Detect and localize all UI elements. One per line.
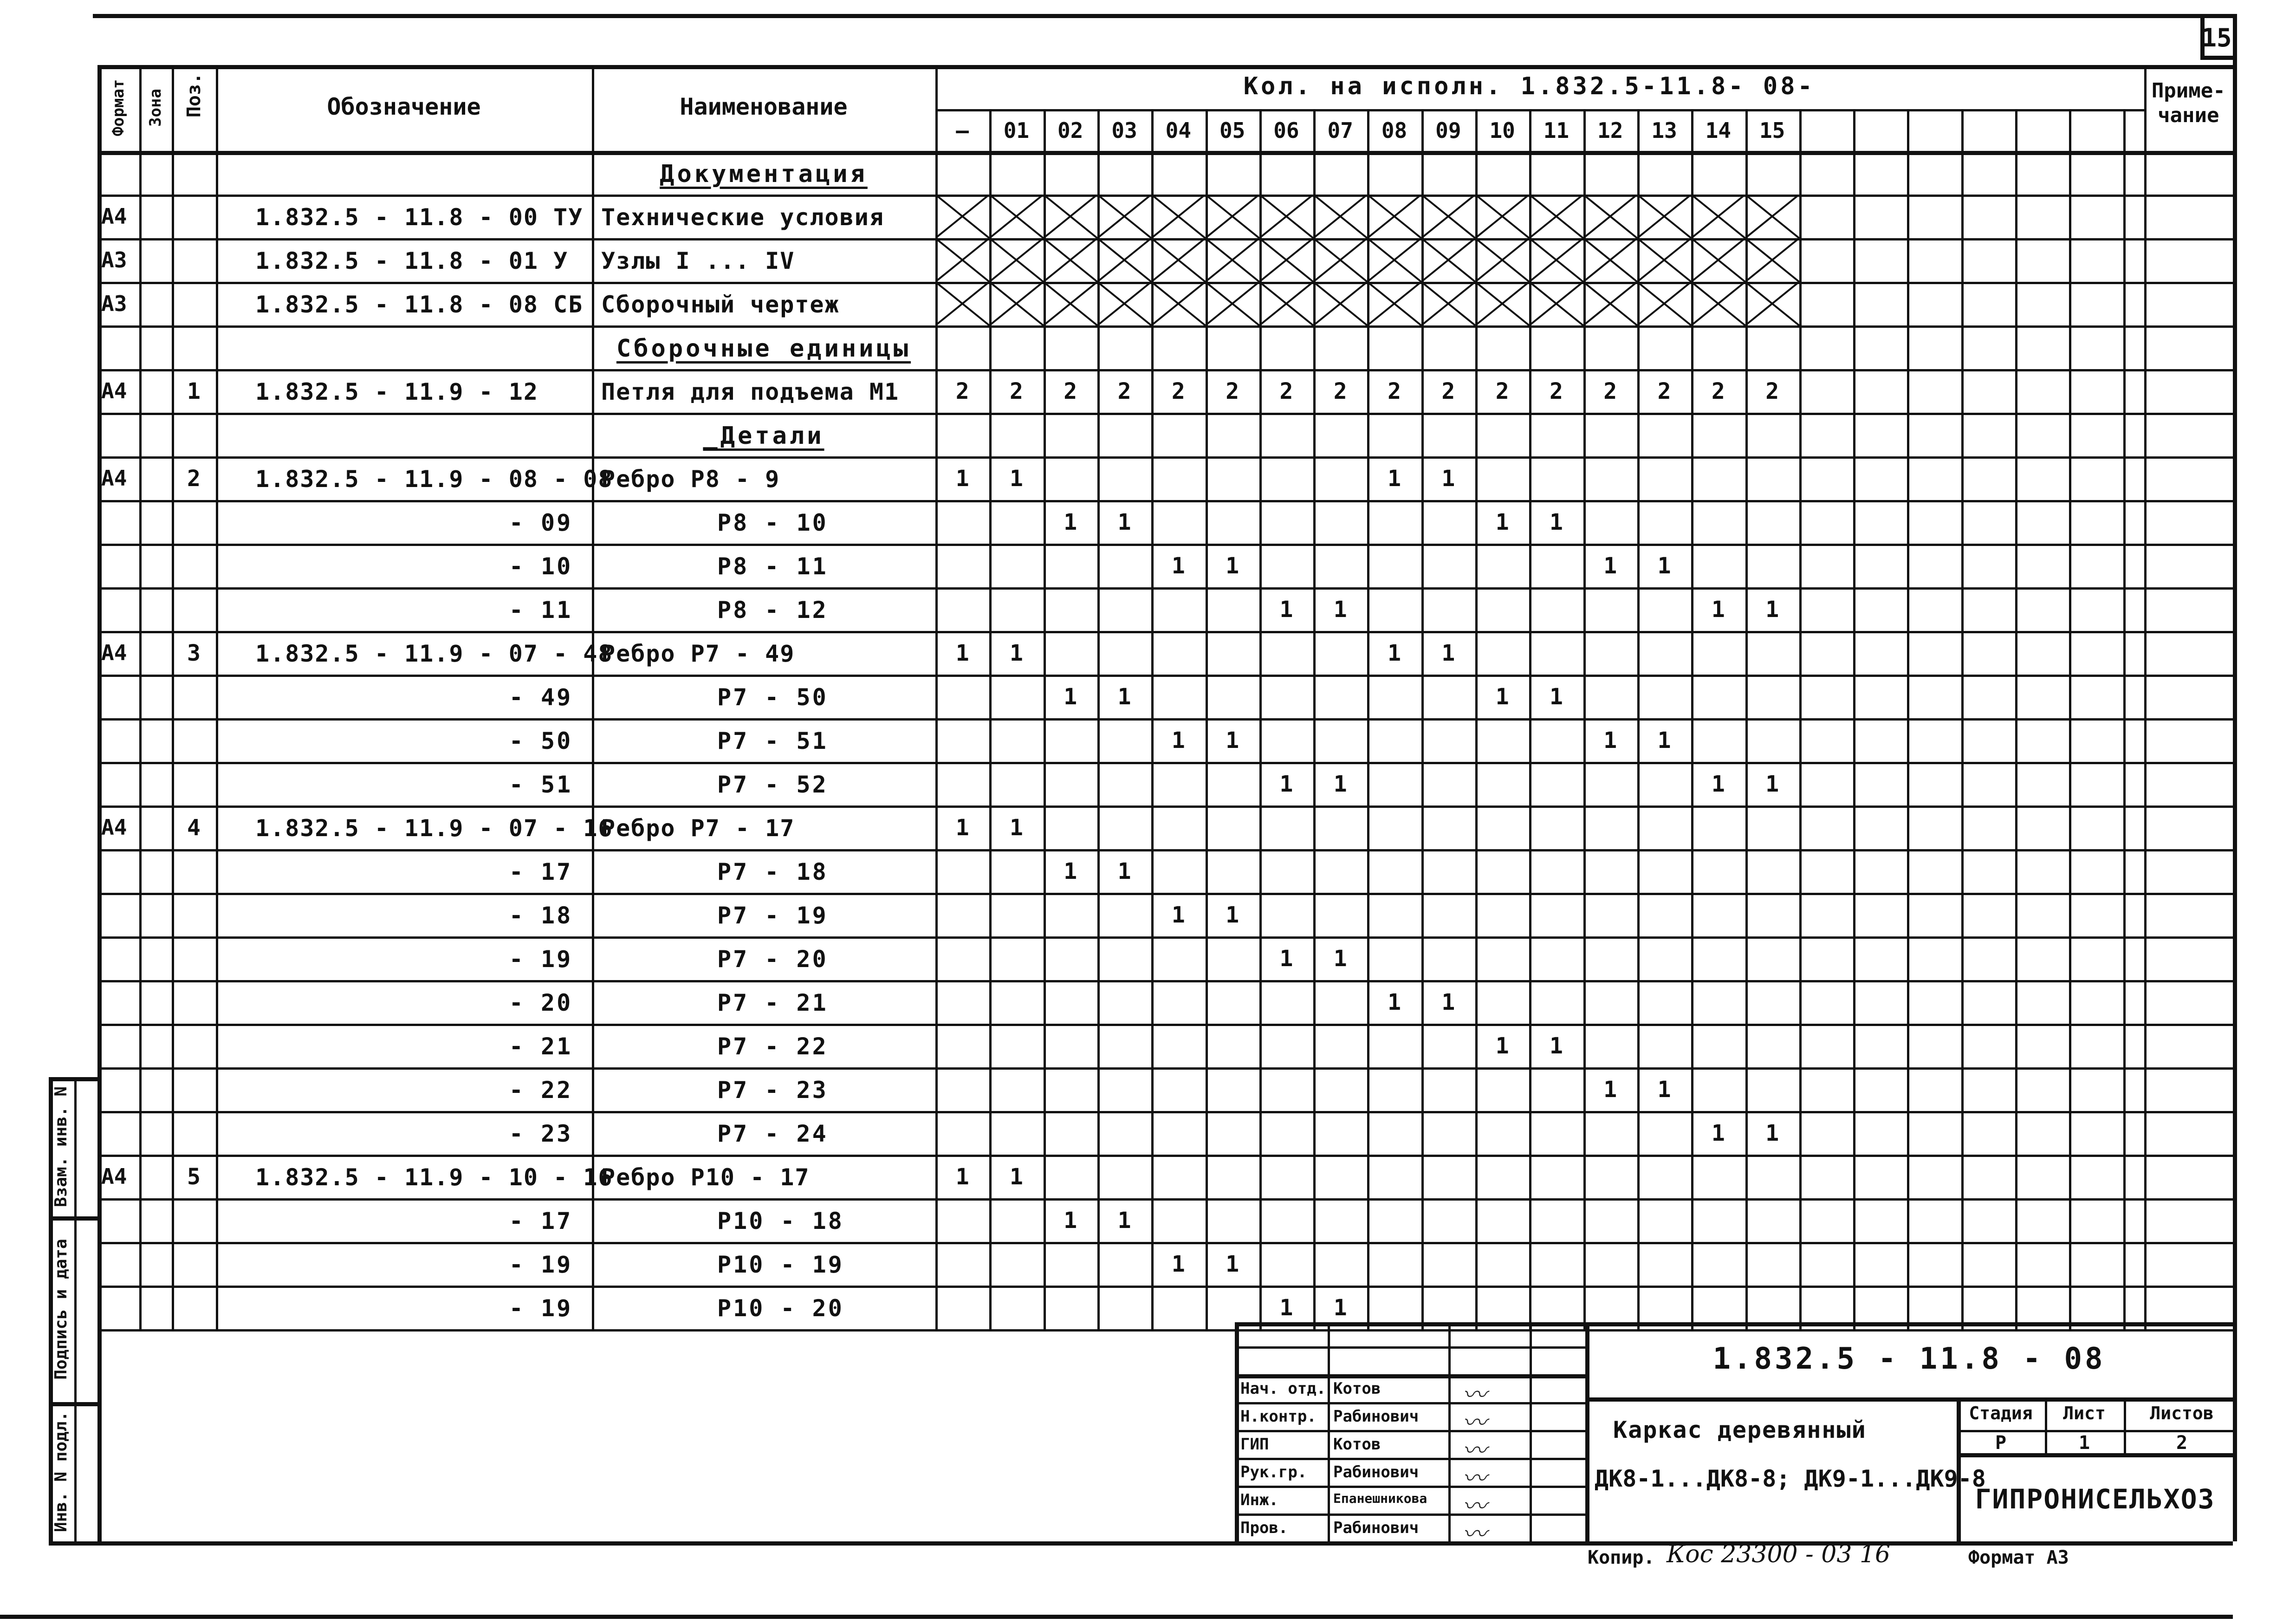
row-pos: 1: [187, 378, 201, 404]
grid-line-h: [1235, 1458, 1585, 1460]
qty-cell: 1: [1279, 597, 1293, 623]
header-format-label: Формат: [109, 79, 128, 136]
qty-cell: 1: [1441, 640, 1455, 666]
grid-line-h: [97, 1242, 2233, 1244]
row-name: Р10 - 18: [717, 1208, 844, 1234]
section-title: Документация: [660, 160, 868, 188]
qty-cell: 2: [1549, 378, 1563, 404]
row-designation: 1.832.5 - 11.9 - 10 - 16: [255, 1164, 613, 1191]
qty-cell: 2: [1765, 378, 1779, 404]
row-name: Р7 - 18: [717, 858, 828, 885]
row-name: Р10 - 19: [717, 1251, 844, 1278]
copy-label: Копир.: [1588, 1547, 1655, 1568]
grid-line-h: [1235, 1402, 1585, 1404]
grid-line-h: [97, 1541, 2233, 1546]
section-title: Сборочные единицы: [616, 335, 911, 363]
exec-col-03: 03: [1111, 118, 1137, 143]
sheet-number: 15: [2201, 23, 2232, 52]
grid-line-h: [97, 1286, 2233, 1288]
grid-line-h: [97, 456, 2233, 459]
grid-line-h: [2200, 56, 2233, 60]
exec-col-12: 12: [1597, 118, 1623, 143]
qty-cell: 1: [1009, 466, 1023, 492]
grid-line-h: [0, 1615, 2233, 1619]
row-name: Р7 - 21: [717, 989, 828, 1016]
qty-cell: 1: [955, 466, 969, 492]
row-name: Р7 - 20: [717, 946, 828, 973]
qty-cell: 1: [1765, 597, 1779, 623]
document-title-line1: Каркас деревянный: [1613, 1416, 1867, 1443]
grid-line-h: [97, 936, 2233, 939]
grid-line-h: [49, 1077, 97, 1081]
grid-line-h: [93, 14, 2233, 18]
qty-cell: 1: [1279, 1295, 1293, 1321]
grid-line-h: [97, 1024, 2233, 1026]
exec-col-07: 07: [1327, 118, 1353, 143]
qty-cell: 1: [955, 815, 969, 841]
grid-line-h: [97, 718, 2233, 721]
qty-cell: 1: [1064, 509, 1077, 535]
signatory-name: Рабинович: [1333, 1519, 1419, 1537]
grid-line-h: [49, 1216, 97, 1221]
organization-name: ГИПРОНИСЕЛЬХОЗ: [1975, 1483, 2215, 1515]
exec-col-01: 01: [1003, 118, 1030, 143]
qty-cell: 2: [1711, 378, 1725, 404]
grid-line-v: [2233, 1329, 2237, 1541]
grid-line-v: [97, 65, 102, 1541]
qty-cell: 1: [1549, 1033, 1563, 1059]
exec-col-11: 11: [1543, 118, 1570, 143]
exec-col-13: 13: [1651, 118, 1677, 143]
qty-cell: 1: [1226, 553, 1239, 579]
signatory-role: ГИП: [1240, 1435, 1269, 1454]
qty-cell: 1: [1603, 1077, 1617, 1103]
qty-cell: 1: [1279, 946, 1293, 972]
qty-cell: 1: [1226, 1251, 1239, 1277]
qty-cell: 1: [1333, 946, 1347, 972]
qty-cell: 1: [1009, 1164, 1023, 1190]
qty-cell: 1: [1279, 771, 1293, 797]
header-note: Приме- чание: [2151, 79, 2225, 127]
row-name: Р7 - 52: [717, 771, 828, 798]
qty-cell: 1: [1549, 509, 1563, 535]
qty-cell: 1: [1388, 640, 1401, 666]
grid-line-h: [97, 893, 2233, 895]
grid-line-v: [1585, 1322, 1589, 1541]
row-name: Петля для подъема М1: [601, 378, 900, 405]
row-pos: 4: [187, 815, 201, 841]
row-designation: - 19: [509, 946, 573, 973]
row-name: Ребро Р10 - 17: [601, 1164, 810, 1191]
header-name: Наименование: [680, 93, 848, 120]
grid-line-h: [97, 1198, 2233, 1201]
qty-cell: 1: [1064, 858, 1077, 884]
exec-col-10: 10: [1489, 118, 1515, 143]
row-designation: - 22: [509, 1077, 573, 1104]
qty-cell: 1: [1765, 1120, 1779, 1146]
stamp-sign-date: Подпись и дата: [52, 1239, 71, 1380]
grid-line-v: [592, 65, 594, 1329]
qty-cell: 2: [1495, 378, 1509, 404]
exec-col-06: 06: [1273, 118, 1299, 143]
exec-col-02: 02: [1057, 118, 1083, 143]
grid-line-h: [97, 1155, 2233, 1157]
qty-cell: 1: [1117, 1208, 1131, 1234]
row-name: Сборочный чертеж: [601, 291, 840, 318]
row-name: Р7 - 51: [717, 728, 828, 754]
grid-line-v: [2045, 1397, 2047, 1453]
grid-line-v: [2144, 65, 2147, 1329]
grid-line-h: [1585, 1397, 2233, 1402]
qty-cell: 1: [1441, 989, 1455, 1015]
exec-col-base: —: [956, 118, 969, 143]
qty-cell: 1: [1603, 728, 1617, 754]
row-format: А4: [101, 815, 127, 840]
qty-cell: 2: [1064, 378, 1077, 404]
row-designation: - 51: [509, 771, 573, 798]
qty-cell: 1: [1657, 728, 1671, 754]
row-format: А4: [101, 466, 127, 491]
row-name: Р7 - 23: [717, 1077, 828, 1104]
grid-line-h: [1235, 1486, 1585, 1488]
sheets-label: Листов: [2150, 1403, 2214, 1423]
exec-col-09: 09: [1435, 118, 1461, 143]
stamp-inv-orig: Инв. N подл.: [52, 1411, 71, 1533]
qty-cell: 1: [955, 640, 969, 666]
signatory-role: Пров.: [1240, 1519, 1288, 1537]
row-name: Технические условия: [601, 204, 884, 231]
grid-line-h: [97, 500, 2233, 502]
row-name: Р8 - 12: [717, 597, 828, 624]
grid-line-h: [97, 413, 2233, 415]
sheet-value: 1: [2078, 1432, 2090, 1454]
crossed-cells: [935, 195, 1799, 238]
qty-cell: 1: [1333, 597, 1347, 623]
grid-line-h: [97, 1329, 2233, 1332]
header-qty-title: Кол. на исполн. 1.832.5-11.8- 08-: [1243, 72, 1815, 100]
row-format: А4: [101, 640, 127, 665]
qty-cell: 1: [1388, 989, 1401, 1015]
row-designation: 1.832.5 - 11.8 - 00 ТУ: [255, 204, 584, 231]
signature-mark: 〰: [1462, 1520, 1487, 1548]
row-name: Ребро Р8 - 9: [601, 466, 780, 493]
grid-line-h: [97, 1067, 2233, 1070]
copy-value: Кос 23300 - 03 16: [1667, 1540, 1891, 1568]
row-designation: - 23: [509, 1120, 573, 1147]
grid-line-h: [97, 587, 2233, 590]
signatory-name: Котов: [1333, 1379, 1381, 1398]
qty-cell: 1: [1657, 1077, 1671, 1103]
row-designation: 1.832.5 - 11.9 - 08 - 08: [255, 466, 613, 493]
format-label: Формат А3: [1968, 1547, 2069, 1568]
qty-cell: 1: [1009, 815, 1023, 841]
grid-line-h: [97, 1111, 2233, 1113]
qty-cell: 1: [1009, 640, 1023, 666]
qty-cell: 1: [1171, 1251, 1185, 1277]
row-name: Р8 - 10: [717, 509, 828, 536]
qty-cell: 1: [1117, 684, 1131, 710]
qty-cell: 2: [1279, 378, 1293, 404]
qty-cell: 2: [1171, 378, 1185, 404]
row-designation: 1.832.5 - 11.8 - 01 У: [255, 247, 569, 274]
qty-cell: 1: [1226, 728, 1239, 754]
qty-cell: 1: [1657, 553, 1671, 579]
qty-cell: 1: [1171, 553, 1185, 579]
row-pos: 5: [187, 1164, 201, 1190]
row-name: Р8 - 11: [717, 553, 828, 580]
row-designation: - 20: [509, 989, 573, 1016]
qty-cell: 2: [1388, 378, 1401, 404]
row-designation: - 17: [509, 858, 573, 885]
signatory-name: Епанешникова: [1333, 1491, 1427, 1506]
qty-cell: 1: [1549, 684, 1563, 710]
row-designation: - 10: [509, 553, 573, 580]
qty-cell: 1: [1495, 1033, 1509, 1059]
grid-line-v: [216, 65, 218, 1329]
sheets-value: 2: [2176, 1432, 2188, 1454]
signature-mark: 〰: [1462, 1465, 1487, 1493]
row-format: А3: [101, 247, 127, 273]
grid-line-h: [97, 544, 2233, 546]
section-title: _Детали: [703, 422, 824, 450]
row-format: А4: [101, 204, 127, 229]
row-designation: - 21: [509, 1033, 573, 1060]
qty-cell: 1: [1441, 466, 1455, 492]
row-format: А3: [101, 291, 127, 316]
qty-cell: 1: [1117, 858, 1131, 884]
signatory-name: Рабинович: [1333, 1407, 1419, 1426]
qty-cell: 1: [1226, 902, 1239, 928]
stamp-inv-rep: Взам. инв. N: [52, 1086, 71, 1208]
grid-line-h: [97, 369, 2233, 371]
signature-mark: 〰: [1462, 1493, 1487, 1520]
grid-line-h: [49, 1541, 97, 1546]
qty-cell: 1: [1333, 1295, 1347, 1321]
qty-cell: 2: [1603, 378, 1617, 404]
sheet-label: Лист: [2063, 1403, 2106, 1423]
qty-cell: 2: [1117, 378, 1131, 404]
row-designation: - 17: [509, 1208, 573, 1234]
row-designation: - 09: [509, 509, 573, 536]
crossed-cells: [935, 238, 1799, 282]
signatory-role: Инж.: [1240, 1491, 1278, 1509]
qty-cell: 1: [955, 1164, 969, 1190]
row-name: Узлы I ... IV: [601, 247, 795, 274]
grid-line-h: [97, 675, 2233, 677]
row-name: Ребро Р7 - 17: [601, 815, 795, 842]
grid-line-h: [1235, 1374, 1585, 1378]
grid-line-h: [49, 1402, 97, 1406]
crossed-cells: [935, 282, 1799, 325]
grid-line-h: [97, 151, 2233, 155]
header-pos-label: Поз.: [183, 72, 205, 118]
signature-mark: 〰: [1462, 1437, 1487, 1465]
grid-line-h: [1235, 1541, 1585, 1544]
row-format: А4: [101, 378, 127, 403]
qty-cell: 1: [1711, 597, 1725, 623]
qty-cell: 1: [1711, 1120, 1725, 1146]
row-designation: - 18: [509, 902, 573, 929]
row-pos: 3: [187, 640, 201, 666]
exec-col-14: 14: [1705, 118, 1732, 143]
row-name: Р7 - 50: [717, 684, 828, 711]
signature-mark: 〰: [1462, 1381, 1487, 1409]
row-name: Ребро Р7 - 49: [601, 640, 795, 667]
grid-line-v: [172, 65, 174, 1329]
document-code: 1.832.5 - 11.8 - 08: [1712, 1342, 2106, 1376]
row-name: Р10 - 20: [717, 1295, 844, 1322]
qty-cell: 1: [1064, 1208, 1077, 1234]
qty-cell: 1: [1765, 771, 1779, 797]
signatory-role: Нач. отд.: [1240, 1379, 1326, 1398]
grid-line-h: [97, 631, 2233, 633]
qty-cell: 2: [955, 378, 969, 404]
grid-line-v: [74, 1077, 77, 1541]
grid-line-h: [1957, 1453, 2233, 1457]
qty-cell: 1: [1171, 902, 1185, 928]
qty-cell: 2: [1226, 378, 1239, 404]
grid-line-v: [2233, 14, 2237, 1541]
qty-cell: 2: [1009, 378, 1023, 404]
header-zone-label: Зона: [146, 89, 165, 127]
signatory-name: Котов: [1333, 1435, 1381, 1454]
row-format: А4: [101, 1164, 127, 1189]
qty-cell: 1: [1495, 509, 1509, 535]
qty-cell: 1: [1603, 553, 1617, 579]
document-title-line2: ДК8-1...ДК8-8; ДК9-1...ДК9-8: [1595, 1465, 1986, 1492]
grid-line-h: [97, 849, 2233, 851]
row-designation: 1.832.5 - 11.9 - 07 - 16: [255, 815, 613, 842]
row-designation: - 11: [509, 597, 573, 624]
row-designation: 1.832.5 - 11.9 - 12: [255, 378, 538, 405]
qty-cell: 1: [1333, 771, 1347, 797]
qty-cell: 1: [1064, 684, 1077, 710]
stage-label: Стадия: [1969, 1403, 2033, 1423]
qty-cell: 2: [1657, 378, 1671, 404]
grid-line-h: [1235, 1346, 1585, 1349]
signatory-role: Рук.гр.: [1240, 1463, 1307, 1481]
qty-cell: 1: [1388, 466, 1401, 492]
header-designation: Обозначение: [327, 93, 481, 120]
row-designation: - 19: [509, 1251, 573, 1278]
row-designation: 1.832.5 - 11.9 - 07 - 48: [255, 640, 613, 667]
row-designation: - 19: [509, 1295, 573, 1322]
qty-cell: 1: [1117, 509, 1131, 535]
qty-cell: 1: [1711, 771, 1725, 797]
exec-col-08: 08: [1381, 118, 1407, 143]
signatory-role: Н.контр.: [1240, 1407, 1317, 1426]
row-name: Р7 - 24: [717, 1120, 828, 1147]
row-name: Р7 - 19: [717, 902, 828, 929]
grid-line-h: [1235, 1322, 2233, 1326]
qty-cell: 2: [1333, 378, 1347, 404]
grid-line-h: [1235, 1514, 1585, 1516]
grid-line-h: [97, 65, 2233, 69]
row-name: Р7 - 22: [717, 1033, 828, 1060]
row-designation: 1.832.5 - 11.8 - 08 СБ: [255, 291, 584, 318]
qty-cell: 1: [1495, 684, 1509, 710]
grid-line-v: [139, 65, 142, 1329]
grid-line-h: [97, 806, 2233, 808]
exec-col-15: 15: [1759, 118, 1785, 143]
exec-col-05: 05: [1219, 118, 1245, 143]
grid-line-v: [2124, 1397, 2126, 1453]
qty-cell: 1: [1171, 728, 1185, 754]
signature-mark: 〰: [1462, 1409, 1487, 1437]
exec-col-04: 04: [1165, 118, 1192, 143]
grid-line-h: [97, 980, 2233, 982]
grid-line-h: [1235, 1430, 1585, 1432]
stage-value: Р: [1995, 1432, 2007, 1454]
row-designation: - 50: [509, 728, 573, 754]
grid-line-h: [97, 762, 2233, 764]
qty-cell: 2: [1441, 378, 1455, 404]
grid-line-h: [97, 325, 2233, 328]
signatory-name: Рабинович: [1333, 1463, 1419, 1481]
row-pos: 2: [187, 466, 201, 492]
row-designation: - 49: [509, 684, 573, 711]
